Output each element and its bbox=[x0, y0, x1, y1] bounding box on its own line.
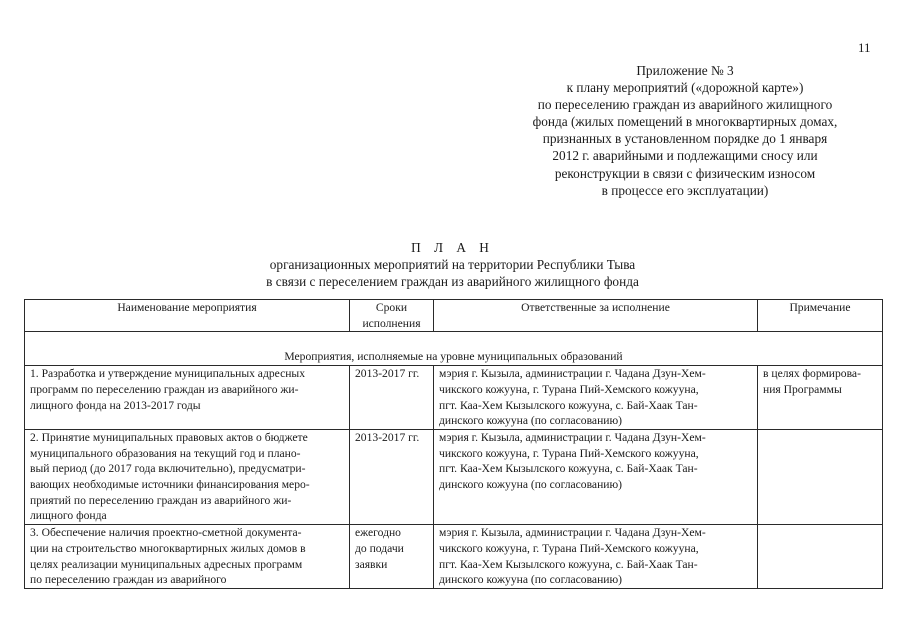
cell-name-line: муниципального образования на текущий год и плано- bbox=[30, 446, 301, 460]
cell-responsible bbox=[434, 525, 758, 589]
cell-name-line: лищного фонда на 2013-2017 годы bbox=[30, 398, 201, 412]
table-header-row bbox=[25, 300, 883, 332]
cell-note bbox=[758, 429, 883, 524]
cell-name-line: 2. Принятие муниципальных правовых актов о бюджете bbox=[30, 430, 308, 444]
appendix-line: фонда (жилых помещений в многоквартирных домах, bbox=[532, 114, 838, 130]
table-row bbox=[25, 429, 883, 524]
cell-name bbox=[25, 429, 350, 524]
cell-terms-line: ежегодно bbox=[355, 526, 401, 540]
plan-table bbox=[24, 299, 883, 589]
cell-name-line: лищного фонда bbox=[30, 509, 107, 523]
plan-heading: П Л А Н bbox=[411, 240, 494, 255]
cell-terms bbox=[350, 525, 434, 589]
cell-terms-line: до подачи bbox=[355, 541, 404, 555]
cell-responsible-line: чикского кожууна, г. Турана Пий-Хемского кожууна, bbox=[439, 382, 699, 396]
header-terms bbox=[350, 300, 434, 332]
cell-terms-line: 2013-2017 гг. bbox=[355, 367, 420, 381]
header-name: Наименование мероприятия bbox=[25, 300, 350, 332]
cell-terms bbox=[350, 429, 434, 524]
page-number: 11 bbox=[858, 40, 871, 55]
cell-note-line: в целях формирова- bbox=[763, 367, 861, 381]
table-row bbox=[25, 525, 883, 589]
cell-responsible-line: мэрия г. Кызыла, администрации г. Чадана Дзун-Хем- bbox=[439, 526, 706, 540]
cell-responsible-line: мэрия г. Кызыла, администрации г. Чадана Дзун-Хем- bbox=[439, 367, 706, 381]
table-row bbox=[25, 366, 883, 430]
cell-name bbox=[25, 525, 350, 589]
cell-responsible-line: чикского кожууна, г. Турана Пий-Хемского кожууна, bbox=[439, 446, 699, 460]
appendix-line: к плану мероприятий («дорожной карте») bbox=[566, 80, 804, 96]
cell-terms bbox=[350, 366, 434, 430]
cell-note bbox=[758, 525, 883, 589]
section-title: Мероприятия, исполняемые на уровне муниципальных образований bbox=[25, 332, 883, 366]
appendix-heading bbox=[490, 62, 880, 199]
cell-responsible-line: пгт. Каа-Хем Кызылского кожууна, с. Бай-Хаак Тан- bbox=[439, 462, 698, 476]
plan-subtitle: в связи с переселением граждан из аварийного жилищного фонда bbox=[266, 274, 639, 289]
appendix-line: Приложение № 3 bbox=[636, 63, 734, 78]
header-responsible: Ответственные за исполнение bbox=[434, 300, 758, 332]
cell-responsible bbox=[434, 429, 758, 524]
cell-name-line: целях реализации муниципальных адресных программ bbox=[30, 557, 303, 571]
cell-responsible bbox=[434, 366, 758, 430]
appendix-line: реконструкции в связи с физическим износом bbox=[554, 165, 816, 181]
cell-responsible-line: пгт. Каа-Хем Кызылского кожууна, с. Бай-Хаак Тан- bbox=[439, 557, 698, 571]
cell-responsible-line: динского кожууна (по согласованию) bbox=[439, 478, 623, 492]
section-row bbox=[25, 332, 883, 366]
cell-name-line: приятий по переселению граждан из аварийного жи- bbox=[30, 493, 292, 507]
cell-note bbox=[758, 366, 883, 430]
plan-subtitle: организационных мероприятий на территории Республики Тыва bbox=[269, 257, 636, 272]
cell-responsible-line: чикского кожууна, г. Турана Пий-Хемского кожууна, bbox=[439, 541, 699, 555]
header-terms-line: исполнения bbox=[362, 316, 421, 330]
cell-responsible-line: пгт. Каа-Хем Кызылского кожууна, с. Бай-Хаак Тан- bbox=[439, 398, 698, 412]
appendix-line: 2012 г. аварийными и подлежащими сносу или bbox=[552, 148, 818, 164]
cell-terms-line: заявки bbox=[355, 557, 388, 571]
cell-name-line: вый период (до 2017 года включительно), предусматри- bbox=[30, 462, 306, 476]
cell-note-line: ния Программы bbox=[763, 382, 842, 396]
header-terms-line: Сроки bbox=[375, 301, 408, 314]
cell-name-line: 3. Обеспечение наличия проектно-сметной документа- bbox=[30, 526, 302, 540]
plan-title bbox=[0, 239, 905, 290]
cell-name-line: вающих необходимые источники финансирования меро- bbox=[30, 478, 310, 492]
cell-name bbox=[25, 366, 350, 430]
cell-responsible-line: мэрия г. Кызыла, администрации г. Чадана Дзун-Хем- bbox=[439, 430, 706, 444]
cell-name-line: программ по переселению граждан из аварийного жи- bbox=[30, 382, 299, 396]
cell-name-line: 1. Разработка и утверждение муниципальных адресных bbox=[30, 367, 306, 381]
header-note: Примечание bbox=[758, 300, 883, 332]
cell-responsible-line: динского кожууна (по согласованию) bbox=[439, 573, 623, 587]
appendix-line: признанных в установленном порядке до 1 января bbox=[542, 131, 828, 147]
cell-name-line: по переселению граждан из аварийного bbox=[30, 573, 227, 587]
cell-responsible-line: динского кожууна (по согласованию) bbox=[439, 414, 623, 428]
cell-terms-line: 2013-2017 гг. bbox=[355, 430, 420, 444]
appendix-line: в процессе его эксплуатации) bbox=[601, 182, 769, 198]
cell-name-line: ции на строительство многоквартирных жилых домов в bbox=[30, 541, 306, 555]
appendix-line: по переселению граждан из аварийного жилищного bbox=[537, 97, 833, 113]
